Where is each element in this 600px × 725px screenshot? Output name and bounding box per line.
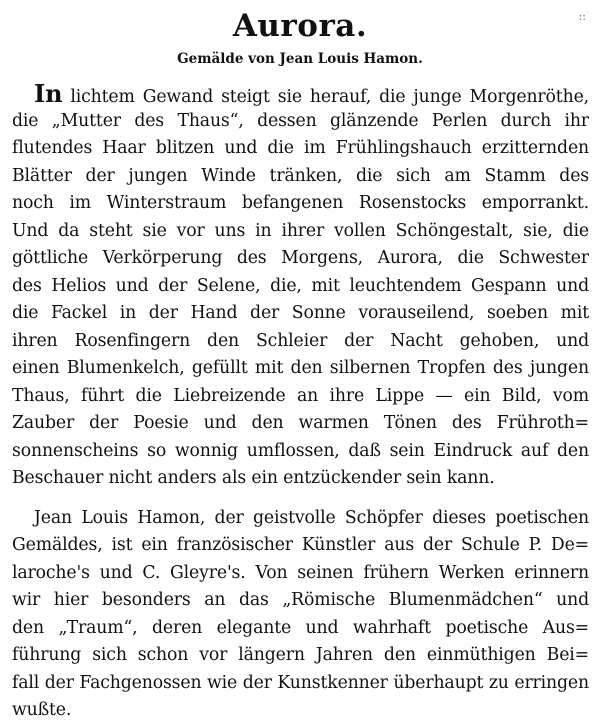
paragraph-1 xyxy=(12,80,589,493)
paragraph-line: göttliche Verkörperung des Morgens, Aurora, die Schwester xyxy=(12,248,589,268)
paragraph-line: Beschauer nicht anders als ein entzückender sein kann. xyxy=(12,468,495,488)
paragraph-line: des Helios und der Selene, die, mit leuchtendem Gespann und xyxy=(12,275,589,296)
article-body xyxy=(12,80,589,725)
paragraph-gap xyxy=(12,493,589,505)
paragraph-line xyxy=(12,80,589,108)
paragraph-line: die Fackel in der Hand der Sonne vorauseilend, soeben mit xyxy=(12,303,589,323)
paragraph-line: den „Traum“, deren elegante und wahrhaft poetische Aus= xyxy=(12,617,589,638)
paragraph-line: wußte. xyxy=(12,700,72,720)
paragraph-line: Jean Louis Hamon, der geistvolle Schöpfer dieses poetischen xyxy=(34,507,589,528)
paragraph-line: ihren Rosenfingern den Schleier der Nacht gehoben, und xyxy=(12,330,589,351)
paragraph-line: wir hier besonders an das „Römische Blumenmädchen“ und xyxy=(12,590,589,610)
paragraph-line: Gemäldes, ist ein französischer Künstler aus der Schule P. De= xyxy=(12,535,589,555)
paragraph-line: Blätter der jungen Winde tränken, die sich am Stamm des xyxy=(12,165,589,186)
paragraph-line: laroche's und C. Gleyre's. Von seinen frühern Werken erinnern xyxy=(12,562,589,583)
paragraph-line: Thaus, führt die Liebreizende an ihre Lippe — ein Bild, vom xyxy=(12,385,589,406)
paragraph-line: Zauber der Poesie und den warmen Tönen des Frühroth= xyxy=(12,413,589,433)
line-text: lichtem Gewand steigt sie herauf, die junge Morgenröthe, xyxy=(62,87,589,107)
paragraph-line: fall der Fachgenossen wie der Kunstkenner überhaupt zu erringen xyxy=(12,672,589,693)
initial-word: In xyxy=(34,80,63,108)
article-title: Aurora. xyxy=(232,8,368,44)
corner-mark: :: xyxy=(578,10,586,23)
paragraph-line: Und da steht sie vor uns in ihrer vollen Schöngestalt, sie, die xyxy=(12,220,589,241)
paragraph-line: einen Blumenkelch, gefüllt mit den silbernen Tropfen des jungen xyxy=(12,358,589,378)
paragraph-line: noch im Winterstraum befangenen Rosenstocks emporrankt. xyxy=(12,193,589,213)
paragraph-line: flutendes Haar blitzen und die im Frühlingshauch erzitternden xyxy=(12,138,589,158)
article-subtitle: Gemälde von Jean Louis Hamon. xyxy=(177,51,423,67)
paragraph-line: führung sich schon vor längern Jahren den einmüthigen Bei= xyxy=(12,645,589,665)
paragraph-line: sonnenscheins so wonnig umflossen, daß sein Eindruck auf den xyxy=(12,440,589,461)
paragraph-line: die „Mutter des Thaus“, dessen glänzende Perlen durch ihr xyxy=(12,110,589,131)
paragraph-2 xyxy=(12,505,589,725)
